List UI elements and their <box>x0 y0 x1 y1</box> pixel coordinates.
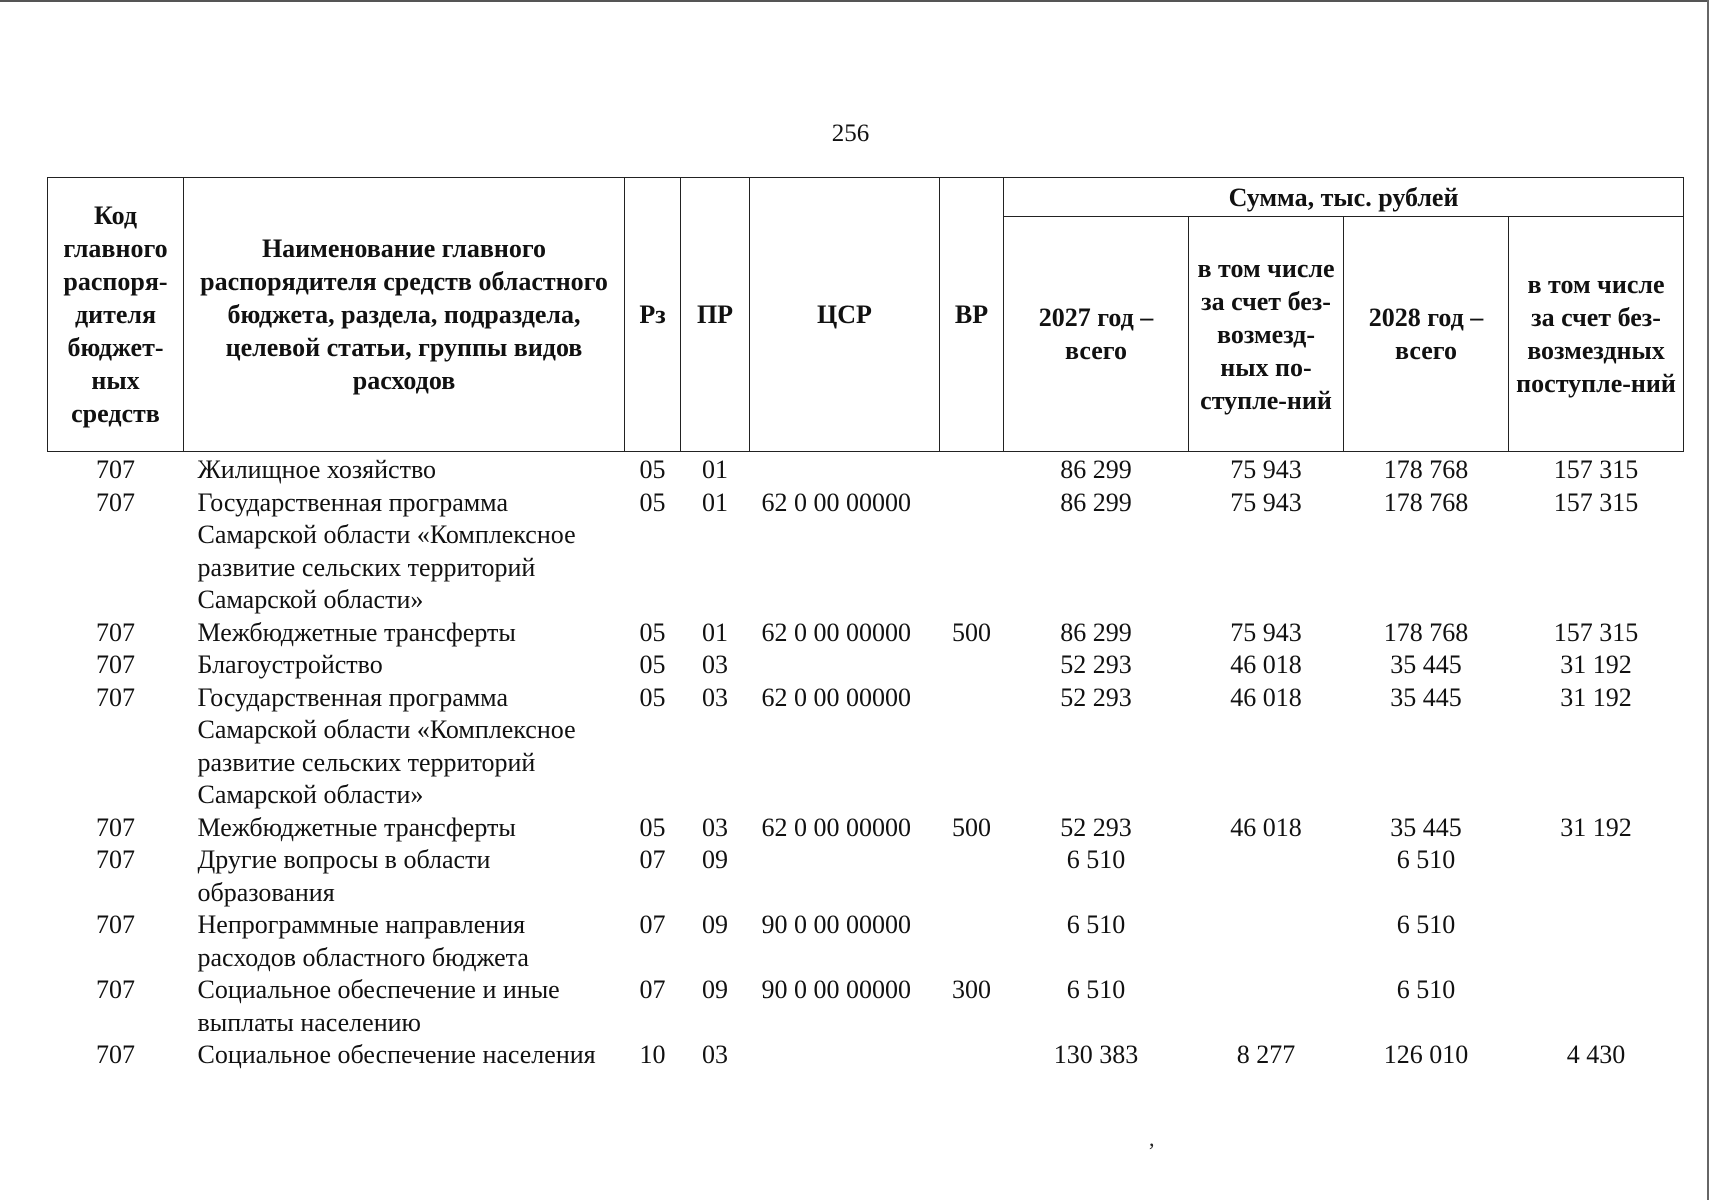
cell-2028-total: 178 768 <box>1383 617 1469 647</box>
cell-vr <box>940 844 1004 909</box>
cell-code: 707 <box>96 487 135 517</box>
cell-name: Государственная программа Самарской области «Комплексное развитие сельских территорий Самарской области» <box>197 487 576 614</box>
cell-2028-grants: 31 192 <box>1560 682 1632 712</box>
cell-pr: 09 <box>702 910 728 939</box>
cell-csr: 62 0 00 00000 <box>761 682 911 712</box>
cell-2027-grants: 75 943 <box>1230 455 1302 484</box>
cell-2028-total: 178 768 <box>1383 487 1469 517</box>
cell-rz: 10 <box>639 1040 666 1069</box>
table-row <box>48 909 1684 974</box>
cell-rz: 07 <box>639 845 666 874</box>
cell-vr: 500 <box>952 617 991 647</box>
cell-pr: 03 <box>702 682 728 712</box>
cell-2028-grants <box>1509 909 1684 974</box>
cell-name: Социальное обеспечение и иные выплаты населению <box>197 975 560 1037</box>
cell-csr <box>750 649 940 682</box>
table-row <box>48 682 1684 812</box>
cell-rz: 05 <box>639 812 666 842</box>
cell-2028-total: 6 510 <box>1396 975 1456 1004</box>
cell-2028-grants: 157 315 <box>1553 455 1639 484</box>
table-row <box>48 1039 1684 1072</box>
cell-2027-grants: 46 018 <box>1230 812 1302 842</box>
cell-csr: 62 0 00 00000 <box>761 617 911 647</box>
cell-2028-total: 178 768 <box>1383 455 1469 484</box>
cell-pr: 09 <box>702 975 728 1004</box>
header-vr: ВР <box>940 178 1004 452</box>
cell-code: 707 <box>96 650 135 679</box>
cell-csr <box>750 1039 940 1072</box>
cell-2028-grants: 157 315 <box>1553 487 1639 517</box>
cell-pr: 01 <box>702 617 728 647</box>
cell-csr: 90 0 00 00000 <box>761 975 911 1004</box>
cell-name: Межбюджетные трансферты <box>197 812 516 842</box>
cell-2027-total: 130 383 <box>1053 1040 1139 1069</box>
cell-csr: 62 0 00 00000 <box>761 812 911 842</box>
cell-pr: 03 <box>702 650 728 679</box>
cell-rz: 05 <box>639 487 666 517</box>
cell-name: Социальное обеспечение населения <box>197 1040 596 1069</box>
cell-csr: 90 0 00 00000 <box>761 910 911 939</box>
header-2028-total: 2028 год – всего <box>1344 217 1509 452</box>
cell-pr: 01 <box>702 455 728 484</box>
cell-2027-total: 6 510 <box>1066 845 1126 874</box>
table-row <box>48 487 1684 617</box>
table-row <box>48 617 1684 650</box>
header-rz: Рз <box>625 178 681 452</box>
cell-2028-grants: 31 192 <box>1560 812 1632 842</box>
cell-name: Жилищное хозяйство <box>197 455 437 484</box>
cell-code: 707 <box>96 455 135 484</box>
cell-code: 707 <box>96 617 135 647</box>
cell-2027-total: 52 293 <box>1060 650 1132 679</box>
cell-2027-grants: 75 943 <box>1230 617 1302 647</box>
header-sum-group: Сумма, тыс. рублей <box>1004 178 1684 217</box>
cell-rz: 07 <box>639 910 666 939</box>
cell-code: 707 <box>96 1040 135 1069</box>
cell-code: 707 <box>96 845 135 874</box>
scan-mark: , <box>1149 1126 1155 1151</box>
cell-code: 707 <box>96 910 135 939</box>
header-row-top <box>48 178 1684 217</box>
cell-2027-total: 86 299 <box>1060 617 1132 647</box>
cell-code: 707 <box>96 682 135 712</box>
cell-code: 707 <box>96 812 135 842</box>
header-2027-grants: в том числе за счет без-возмезд-ных по-ступле-ний <box>1189 217 1344 452</box>
cell-csr <box>750 844 940 909</box>
cell-vr <box>940 487 1004 617</box>
page-number: 256 <box>831 120 870 147</box>
table-body <box>48 452 1684 1072</box>
cell-2027-total: 6 510 <box>1066 975 1126 1004</box>
cell-vr <box>940 682 1004 812</box>
cell-2027-total: 6 510 <box>1066 910 1126 939</box>
cell-2027-total: 86 299 <box>1060 487 1132 517</box>
cell-pr: 09 <box>702 845 728 874</box>
table-header <box>48 178 1684 452</box>
cell-name: Государственная программа Самарской области «Комплексное развитие сельских территорий Самарской области» <box>197 682 576 809</box>
cell-2028-total: 6 510 <box>1396 910 1456 939</box>
cell-2027-grants: 8 277 <box>1236 1040 1296 1069</box>
cell-vr: 300 <box>952 975 991 1004</box>
cell-2028-grants: 4 430 <box>1566 1040 1626 1069</box>
header-name: Наименование главного распорядителя средств областного бюджета, раздела, подраздела, целевой статьи, группы видов расходов <box>184 178 625 452</box>
cell-2028-total: 35 445 <box>1390 682 1462 712</box>
cell-2028-grants <box>1509 974 1684 1039</box>
table-row <box>48 452 1684 487</box>
cell-2028-total: 35 445 <box>1390 812 1462 842</box>
cell-pr: 03 <box>702 812 728 842</box>
cell-2028-total: 126 010 <box>1383 1040 1469 1069</box>
cell-pr: 01 <box>702 487 728 517</box>
cell-rz: 07 <box>639 975 666 1004</box>
cell-vr: 500 <box>952 812 991 842</box>
cell-2028-grants: 31 192 <box>1560 650 1632 679</box>
cell-rz: 05 <box>639 650 666 679</box>
cell-vr <box>940 1039 1004 1072</box>
page-border-top <box>0 0 1709 2</box>
cell-2027-total: 52 293 <box>1060 682 1132 712</box>
cell-name: Межбюджетные трансферты <box>197 617 516 647</box>
header-csr: ЦСР <box>750 178 940 452</box>
cell-2027-total: 52 293 <box>1060 812 1132 842</box>
cell-2028-total: 35 445 <box>1390 650 1462 679</box>
cell-2027-grants <box>1189 974 1344 1039</box>
cell-vr <box>940 452 1004 487</box>
header-2027-total: 2027 год – всего <box>1004 217 1189 452</box>
cell-2027-grants <box>1189 909 1344 974</box>
table-row <box>48 974 1684 1039</box>
cell-vr <box>940 909 1004 974</box>
cell-csr <box>750 452 940 487</box>
cell-name: Благоустройство <box>197 650 383 679</box>
cell-2028-grants: 157 315 <box>1553 617 1639 647</box>
table-row <box>48 649 1684 682</box>
cell-2028-total: 6 510 <box>1396 845 1456 874</box>
table-row <box>48 844 1684 909</box>
budget-table <box>47 177 1684 1072</box>
cell-rz: 05 <box>639 617 666 647</box>
cell-name: Другие вопросы в области образования <box>197 845 491 907</box>
header-code: Код главного распоря-дителя бюджет-ных средств <box>48 178 184 452</box>
cell-2027-grants: 46 018 <box>1230 650 1302 679</box>
header-pr: ПР <box>681 178 750 452</box>
cell-code: 707 <box>96 975 135 1004</box>
cell-name: Непрограммные направления расходов областного бюджета <box>197 910 529 972</box>
cell-2027-grants <box>1189 844 1344 909</box>
cell-2027-grants: 46 018 <box>1230 682 1302 712</box>
cell-rz: 05 <box>639 455 666 484</box>
cell-csr: 62 0 00 00000 <box>761 487 911 517</box>
cell-2027-total: 86 299 <box>1060 455 1132 484</box>
cell-2027-grants: 75 943 <box>1230 487 1302 517</box>
cell-rz: 05 <box>639 682 666 712</box>
header-2028-grants: в том числе за счет без-возмездных поступле-ний <box>1509 217 1684 452</box>
cell-vr <box>940 649 1004 682</box>
cell-pr: 03 <box>702 1040 728 1069</box>
cell-2028-grants <box>1509 844 1684 909</box>
table-row <box>48 812 1684 845</box>
